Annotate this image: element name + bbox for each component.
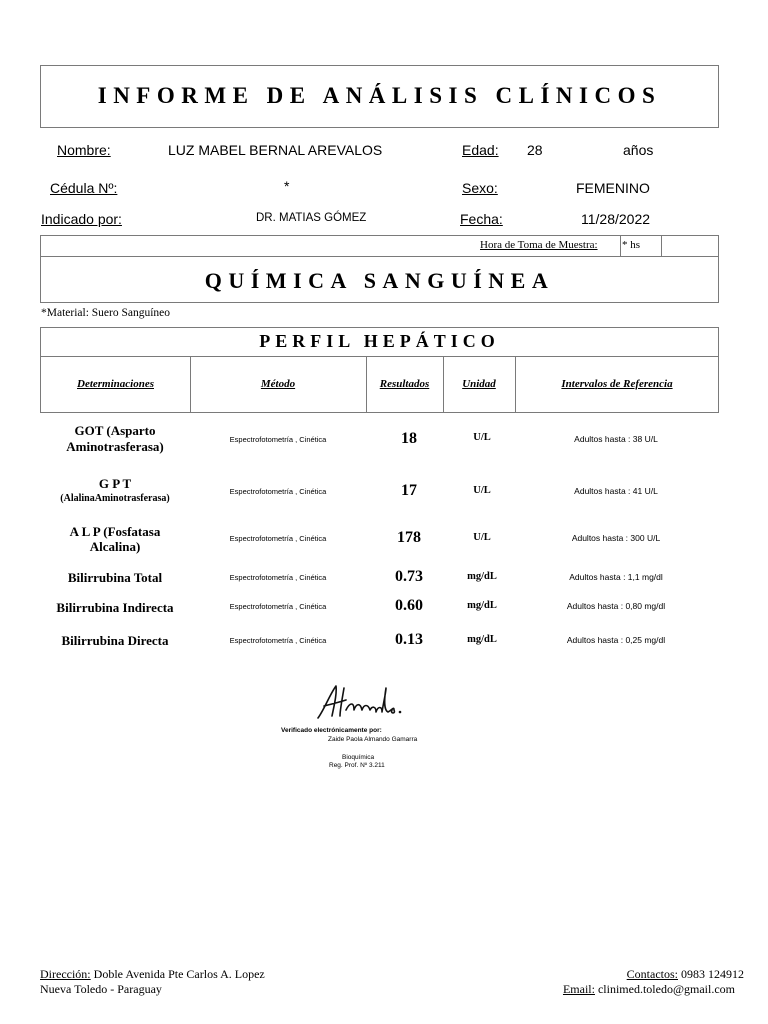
footer-contacts — [627, 967, 744, 982]
age-value: 28 — [527, 142, 543, 158]
row-name: Bilirrubina Indirecta — [56, 600, 174, 615]
row-reference: Adultos hasta : 38 U/L — [574, 434, 658, 444]
handwritten-signature — [310, 680, 420, 725]
header-determination: Determinaciones — [77, 378, 154, 390]
sample-time-value: * hs — [622, 239, 641, 251]
sample-time-label: Hora de Toma de Muestra: — [480, 239, 598, 251]
date-label: Fecha: — [460, 211, 503, 227]
row-method: Espectrofotometría , Cinética — [229, 435, 327, 444]
profile-title: PERFIL HEPÁTICO — [259, 331, 500, 351]
date-value: 11/28/2022 — [581, 211, 651, 227]
row-method: Espectrofotometría , Cinética — [229, 487, 327, 496]
footer-address — [40, 967, 265, 982]
sample-time-row — [40, 235, 719, 257]
row-name: GOT (Asparto — [74, 423, 156, 438]
report-title: INFORME DE ANÁLISIS CLÍNICOS — [97, 83, 662, 108]
row-unit: U/L — [473, 532, 491, 543]
signer-role: Bioquímica — [342, 754, 375, 761]
row-name-2: Alcalina) — [89, 539, 141, 554]
row-unit: mg/dL — [467, 571, 497, 582]
verified-name: Zaide Paola Almando Gamarra — [328, 736, 418, 743]
row-reference: Adultos hasta : 300 U/L — [571, 533, 661, 543]
verified-label: Verificado electrónicamente por: — [281, 727, 382, 734]
report-title-box — [40, 65, 719, 128]
contacts-value: 0983 124912 — [678, 967, 744, 981]
header-unit: Unidad — [462, 378, 496, 390]
section-title-box — [40, 256, 719, 303]
sex-label: Sexo: — [462, 180, 498, 196]
name-label: Nombre: — [57, 142, 111, 158]
age-label: Edad: — [462, 142, 499, 158]
id-label: Cédula Nº: — [50, 180, 118, 196]
row-reference: Adultos hasta : 0,25 mg/dl — [566, 635, 666, 645]
name-value: LUZ MABEL BERNAL AREVALOS — [168, 142, 383, 158]
row-method: Espectrofotometría , Cinética — [229, 534, 327, 543]
row-name: G P T — [98, 476, 132, 491]
row-reference: Adultos hasta : 41 U/L — [574, 486, 658, 496]
contacts-label: Contactos: — [626, 967, 678, 981]
header-result: Resultados — [379, 378, 430, 390]
email-label: Email: — [562, 982, 595, 996]
address-value: Doble Avenida Pte Carlos A. Lopez — [90, 967, 265, 981]
row-unit: mg/dL — [467, 600, 497, 611]
address-label: Dirección: — [40, 967, 91, 981]
row-method: Espectrofotometría , Cinética — [229, 636, 327, 645]
footer-email — [563, 982, 735, 997]
row-result: 17 — [401, 482, 417, 499]
doctor-value: DR. MATIAS GÓMEZ — [256, 212, 367, 224]
material-note: *Material: Suero Sanguíneo — [41, 307, 171, 319]
row-name: Bilirrubina Directa — [61, 633, 169, 648]
row-unit: U/L — [473, 485, 491, 496]
row-unit: U/L — [473, 432, 491, 443]
row-result: 18 — [401, 430, 417, 447]
row-reference: Adultos hasta : 0,80 mg/dl — [566, 601, 666, 611]
row-result: 0.73 — [395, 568, 423, 585]
row-result: 178 — [397, 529, 421, 546]
header-reference: Intervalos de Referencia — [561, 378, 673, 390]
row-name-2: (AlalinaAminotrasferasa) — [60, 493, 170, 504]
signer-registration: Reg. Prof. Nº 3.211 — [329, 762, 385, 769]
doctor-label: Indicado por: — [41, 211, 122, 227]
age-unit: años — [623, 142, 654, 158]
row-result: 0.60 — [395, 597, 423, 614]
row-unit: mg/dL — [467, 634, 497, 645]
email-value[interactable]: clinimed.toledo@gmail.com — [594, 982, 735, 996]
footer-city: Nueva Toledo - Paraguay — [40, 982, 162, 996]
header-method: Método — [260, 378, 296, 390]
section-title: QUÍMICA SANGUÍNEA — [204, 268, 555, 293]
id-value: * — [284, 178, 290, 194]
row-name: A L P (Fosfatasa — [69, 524, 161, 539]
row-name: Bilirrubina Total — [67, 570, 163, 585]
row-name-2: Aminotrasferasa) — [66, 439, 164, 454]
sex-value: FEMENINO — [576, 180, 650, 196]
row-method: Espectrofotometría , Cinética — [229, 573, 327, 582]
row-method: Espectrofotometría , Cinética — [229, 602, 327, 611]
row-result: 0.13 — [395, 631, 423, 648]
row-reference: Adultos hasta : 1,1 mg/dl — [569, 572, 663, 582]
profile-table-header — [40, 327, 719, 413]
